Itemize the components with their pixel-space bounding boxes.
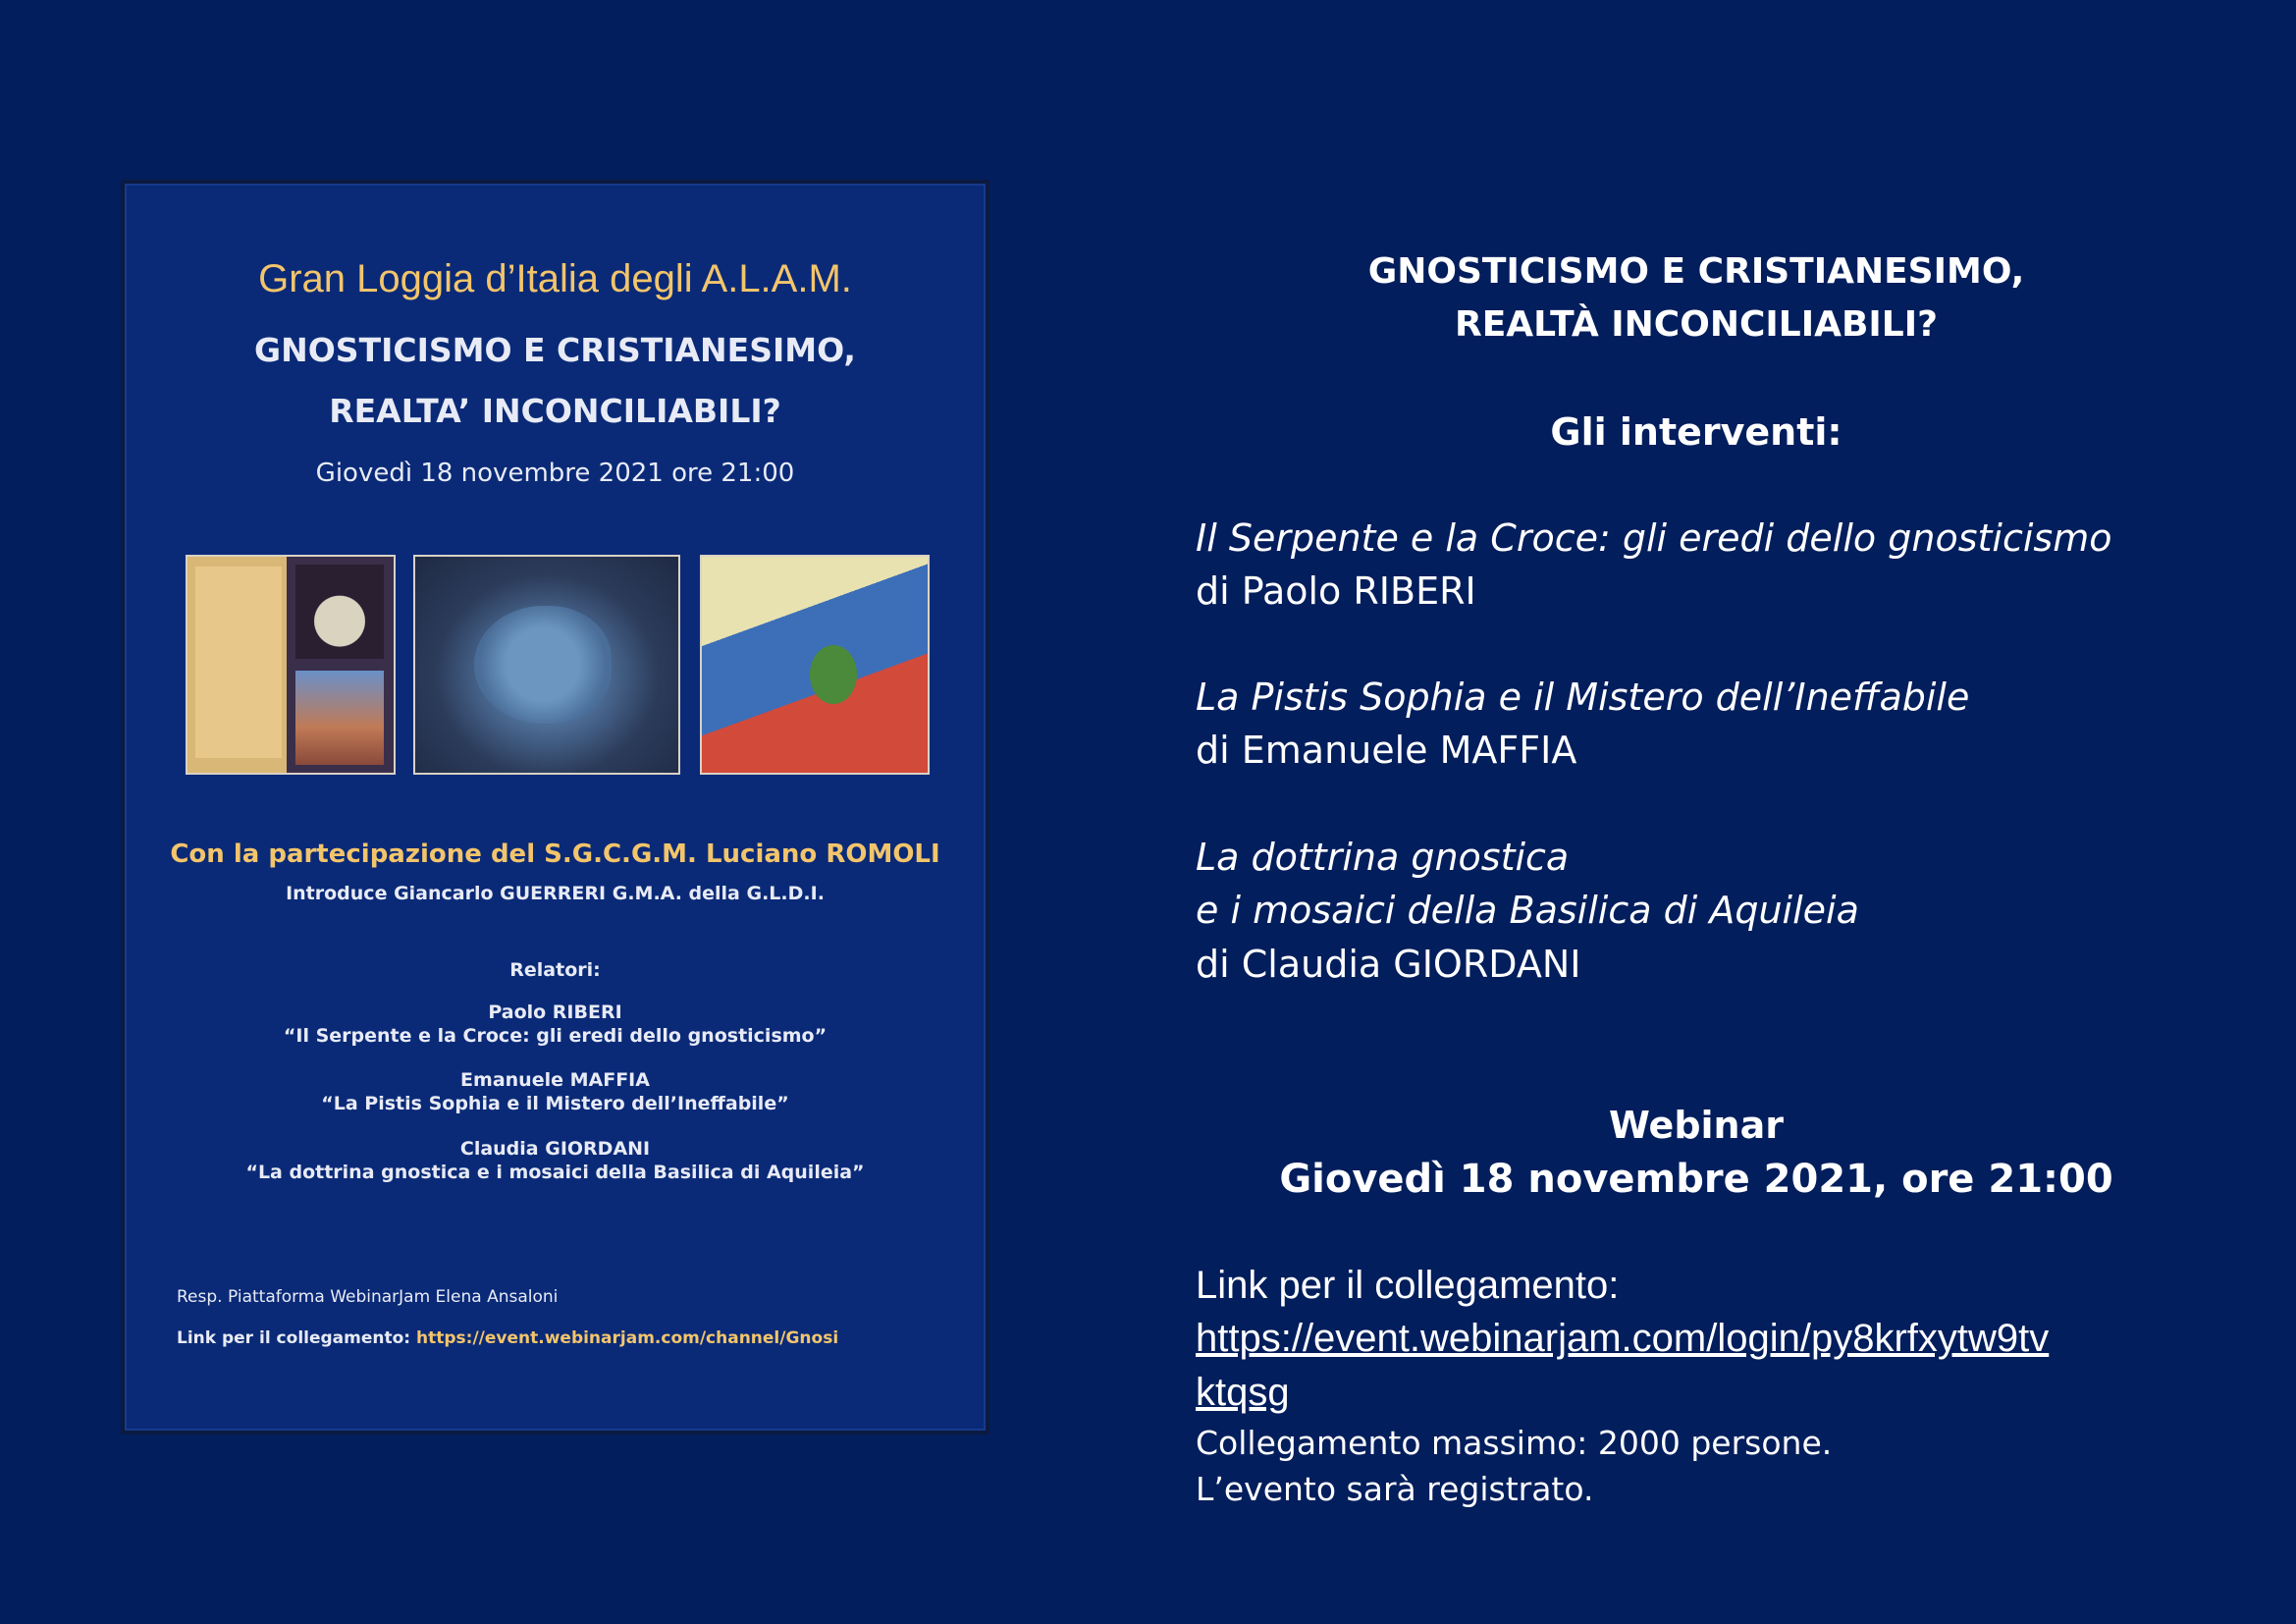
poster-link-url[interactable]: https://event.webinarjam.com/channel/Gnosi [416, 1328, 839, 1348]
poster-link-line [177, 1328, 838, 1348]
poster-speaker-name: Emanuele MAFFIA [460, 1069, 650, 1091]
poster-speaker-talk: “La Pistis Sophia e il Mistero dell’Ineffabile” [321, 1093, 789, 1114]
poster-participation: Con la partecipazione del S.G.C.G.M. Luciano ROMOLI [170, 839, 940, 869]
talk-title: La dottrina gnostica [1196, 836, 1570, 879]
poster-intro: Introduce Giancarlo GUERRERI G.M.A. della G.L.D.I. [286, 883, 825, 904]
poster-speaker-talk: “Il Serpente e la Croce: gli eredi dello gnosticismo” [283, 1025, 828, 1047]
event-title-line2: REALTÀ INCONCILIABILI? [1454, 304, 1939, 345]
talk-title: Il Serpente e la Croce: gli eredi dello gnosticismo [1196, 516, 2112, 560]
poster-image-flammarion-engraving [700, 555, 930, 775]
poster-organization: Gran Loggia d’Italia degli A.L.A.M. [258, 257, 852, 300]
poster-link-label: Link per il collegamento: [177, 1328, 411, 1348]
talk-speaker: di Claudia GIORDANI [1196, 943, 1581, 986]
capacity-note: Collegamento massimo: 2000 persone. [1196, 1424, 1833, 1462]
poster-images [186, 555, 930, 773]
event-title-line1: GNOSTICISMO E CRISTIANESIMO, [1367, 251, 2025, 292]
webinar-label: Webinar [1609, 1104, 1784, 1147]
talk-speaker: di Emanuele MAFFIA [1196, 729, 1577, 772]
poster-speaker-name: Paolo RIBERI [488, 1001, 622, 1023]
talk-speaker: di Paolo RIBERI [1196, 569, 1476, 613]
poster-speaker-talk: “La dottrina gnostica e i mosaici della Basilica di Aquileia” [245, 1162, 865, 1183]
poster-speaker-name: Claudia GIORDANI [459, 1138, 651, 1160]
poster-relatori-label: Relatori: [509, 959, 601, 981]
event-poster [121, 180, 989, 1435]
poster-platform: Resp. Piattaforma WebinarJam Elena Ansaloni [177, 1287, 559, 1307]
poster-image-mosaic-rabbit [413, 555, 680, 775]
poster-title-line2: REALTA’ INCONCILIABILI? [329, 392, 781, 430]
poster-date: Giovedì 18 novembre 2021 ore 21:00 [315, 459, 795, 488]
webinar-link-continued[interactable]: ktqsg [1196, 1371, 1290, 1414]
webinar-link[interactable]: https://event.webinarjam.com/login/py8krfxytw9tv [1196, 1317, 2050, 1360]
talk-title: La Pistis Sophia e il Mistero dell’Ineffabile [1196, 676, 1970, 719]
event-date: Giovedì 18 novembre 2021, ore 21:00 [1279, 1157, 2113, 1202]
link-label: Link per il collegamento: [1196, 1264, 1620, 1307]
interventi-heading: Gli interventi: [1550, 410, 1842, 454]
recording-note: L’evento sarà registrato. [1196, 1470, 1594, 1508]
poster-title-line1: GNOSTICISMO E CRISTIANESIMO, [254, 331, 856, 369]
talk-title: e i mosaici della Basilica di Aquileia [1196, 889, 1859, 932]
poster-image-manuscript [186, 555, 396, 775]
